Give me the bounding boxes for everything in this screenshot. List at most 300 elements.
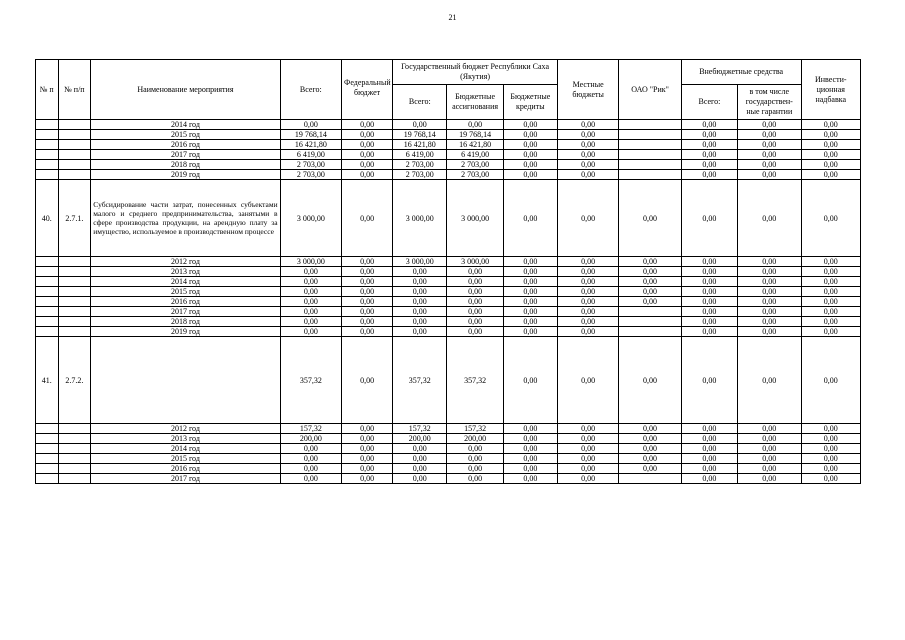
value-cell — [619, 317, 681, 327]
value-cell: 0,00 — [503, 424, 557, 434]
value-cell: 0,00 — [619, 424, 681, 434]
value-cell: 0,00 — [801, 287, 860, 297]
npn-cell — [58, 120, 91, 130]
np-cell — [36, 327, 59, 337]
value-cell: 0,00 — [801, 454, 860, 464]
value-cell: 2 703,00 — [447, 160, 503, 170]
value-cell: 0,00 — [342, 150, 393, 160]
value-cell: 0,00 — [447, 317, 503, 327]
header-state: Государственный бюджет Республики Саха (Якутия) — [393, 60, 558, 85]
npn-cell — [58, 434, 91, 444]
value-cell: 0,00 — [681, 444, 737, 454]
table-row — [36, 434, 861, 444]
table-row — [36, 140, 861, 150]
value-cell — [619, 327, 681, 337]
value-cell: 0,00 — [393, 307, 447, 317]
value-cell — [619, 140, 681, 150]
value-cell: 0,00 — [681, 454, 737, 464]
value-cell: 0,00 — [681, 150, 737, 160]
np-cell — [36, 257, 59, 267]
value-cell: 0,00 — [738, 277, 801, 287]
table-row — [36, 327, 861, 337]
value-cell: 0,00 — [342, 297, 393, 307]
value-cell: 0,00 — [342, 120, 393, 130]
value-cell: 0,00 — [801, 317, 860, 327]
np-cell — [36, 424, 59, 434]
np-cell — [36, 317, 59, 327]
value-cell: 0,00 — [619, 444, 681, 454]
item-value: 357,32 — [393, 337, 447, 424]
value-cell: 0,00 — [342, 130, 393, 140]
value-cell: 0,00 — [801, 464, 860, 474]
value-cell: 0,00 — [393, 317, 447, 327]
year-label: 2018 год — [91, 160, 280, 170]
np-cell — [36, 287, 59, 297]
np-cell — [36, 474, 59, 484]
value-cell: 16 421,80 — [280, 140, 341, 150]
value-cell: 0,00 — [557, 140, 618, 150]
item-value: 0,00 — [342, 337, 393, 424]
value-cell: 0,00 — [681, 327, 737, 337]
value-cell: 0,00 — [503, 454, 557, 464]
value-cell: 0,00 — [342, 464, 393, 474]
value-cell: 0,00 — [393, 444, 447, 454]
value-cell: 0,00 — [393, 464, 447, 474]
value-cell: 0,00 — [503, 307, 557, 317]
year-label: 2012 год — [91, 424, 280, 434]
value-cell: 0,00 — [801, 120, 860, 130]
value-cell: 0,00 — [738, 267, 801, 277]
value-cell: 0,00 — [681, 297, 737, 307]
value-cell: 0,00 — [280, 267, 341, 277]
item-value: 0,00 — [801, 180, 860, 257]
npn-cell — [58, 474, 91, 484]
item-value: 3 000,00 — [447, 180, 503, 257]
value-cell: 0,00 — [342, 327, 393, 337]
value-cell: 0,00 — [503, 160, 557, 170]
table-row — [36, 424, 861, 434]
value-cell: 2 703,00 — [393, 170, 447, 180]
value-cell: 0,00 — [393, 120, 447, 130]
value-cell: 0,00 — [557, 267, 618, 277]
value-cell: 0,00 — [393, 267, 447, 277]
value-cell: 0,00 — [342, 170, 393, 180]
value-cell: 0,00 — [557, 277, 618, 287]
value-cell: 0,00 — [503, 317, 557, 327]
value-cell: 0,00 — [280, 454, 341, 464]
item-value: 0,00 — [619, 180, 681, 257]
value-cell: 0,00 — [681, 474, 737, 484]
year-label: 2016 год — [91, 297, 280, 307]
header-federal: Федеральный бюджет — [342, 60, 393, 120]
year-label: 2016 год — [91, 464, 280, 474]
value-cell: 0,00 — [738, 317, 801, 327]
header-extra-total: Всего: — [681, 85, 737, 120]
header-extra-guarantee: в том числе государствен-ные гарантии — [738, 85, 801, 120]
value-cell: 19 768,14 — [280, 130, 341, 140]
value-cell: 0,00 — [557, 317, 618, 327]
value-cell: 0,00 — [557, 434, 618, 444]
year-label: 2012 год — [91, 257, 280, 267]
value-cell: 0,00 — [619, 267, 681, 277]
value-cell: 0,00 — [557, 297, 618, 307]
value-cell: 0,00 — [738, 454, 801, 464]
npn-cell — [58, 130, 91, 140]
value-cell: 0,00 — [342, 287, 393, 297]
value-cell: 6 419,00 — [393, 150, 447, 160]
np-cell — [36, 170, 59, 180]
value-cell: 200,00 — [393, 434, 447, 444]
np-cell — [36, 267, 59, 277]
value-cell: 0,00 — [619, 454, 681, 464]
npn-cell — [58, 317, 91, 327]
value-cell: 0,00 — [738, 257, 801, 267]
year-label: 2019 год — [91, 327, 280, 337]
value-cell: 0,00 — [619, 434, 681, 444]
npn-cell — [58, 327, 91, 337]
value-cell: 0,00 — [447, 287, 503, 297]
npn-cell — [58, 277, 91, 287]
header-extra: Внебюджетные средства — [681, 60, 801, 85]
value-cell: 0,00 — [503, 257, 557, 267]
npn-cell — [58, 267, 91, 277]
value-cell: 0,00 — [447, 120, 503, 130]
value-cell: 0,00 — [393, 454, 447, 464]
value-cell: 2 703,00 — [280, 170, 341, 180]
table-row — [36, 150, 861, 160]
value-cell: 0,00 — [280, 277, 341, 287]
value-cell: 0,00 — [738, 434, 801, 444]
np-cell — [36, 454, 59, 464]
value-cell: 0,00 — [681, 424, 737, 434]
value-cell: 0,00 — [393, 297, 447, 307]
value-cell: 0,00 — [738, 160, 801, 170]
np-cell — [36, 160, 59, 170]
value-cell: 0,00 — [393, 277, 447, 287]
np-cell — [36, 434, 59, 444]
header-state-alloc: Бюджетные ассигнования — [447, 85, 503, 120]
value-cell: 157,32 — [393, 424, 447, 434]
value-cell — [619, 474, 681, 484]
value-cell: 0,00 — [738, 444, 801, 454]
item-number: 41. — [36, 337, 59, 424]
value-cell: 0,00 — [280, 120, 341, 130]
item-value: 0,00 — [681, 180, 737, 257]
value-cell: 0,00 — [738, 140, 801, 150]
value-cell: 0,00 — [342, 444, 393, 454]
page-number: 21 — [448, 13, 457, 22]
value-cell: 0,00 — [503, 297, 557, 307]
value-cell: 0,00 — [342, 474, 393, 484]
value-cell: 0,00 — [801, 307, 860, 317]
value-cell: 157,32 — [447, 424, 503, 434]
year-label: 2014 год — [91, 120, 280, 130]
value-cell: 0,00 — [342, 160, 393, 170]
value-cell: 0,00 — [738, 474, 801, 484]
value-cell: 0,00 — [681, 317, 737, 327]
value-cell: 0,00 — [801, 327, 860, 337]
table-row — [36, 287, 861, 297]
npn-cell — [58, 297, 91, 307]
value-cell: 0,00 — [738, 424, 801, 434]
value-cell: 0,00 — [280, 464, 341, 474]
value-cell: 0,00 — [557, 287, 618, 297]
value-cell: 0,00 — [342, 277, 393, 287]
np-cell — [36, 444, 59, 454]
year-label: 2013 год — [91, 267, 280, 277]
value-cell: 0,00 — [447, 454, 503, 464]
value-cell: 0,00 — [681, 464, 737, 474]
table-row — [36, 160, 861, 170]
table-row — [36, 170, 861, 180]
npn-cell — [58, 287, 91, 297]
value-cell: 0,00 — [447, 297, 503, 307]
value-cell: 0,00 — [557, 120, 618, 130]
value-cell: 0,00 — [801, 140, 860, 150]
item-description — [91, 337, 280, 424]
value-cell: 0,00 — [681, 170, 737, 180]
np-cell — [36, 464, 59, 474]
item-value: 0,00 — [801, 337, 860, 424]
value-cell: 0,00 — [503, 267, 557, 277]
item-code: 2.7.1. — [58, 180, 91, 257]
item-code: 2.7.2. — [58, 337, 91, 424]
item-value: 0,00 — [503, 337, 557, 424]
item-value: 0,00 — [738, 337, 801, 424]
year-label: 2014 год — [91, 277, 280, 287]
value-cell: 0,00 — [342, 267, 393, 277]
value-cell: 0,00 — [342, 454, 393, 464]
item-row — [36, 337, 861, 424]
value-cell: 0,00 — [503, 140, 557, 150]
header-name: Наименование мероприятия — [91, 60, 280, 120]
value-cell: 3 000,00 — [393, 257, 447, 267]
value-cell: 2 703,00 — [447, 170, 503, 180]
npn-cell — [58, 444, 91, 454]
value-cell — [619, 307, 681, 317]
table-row — [36, 317, 861, 327]
header-total: Всего: — [280, 60, 341, 120]
item-value: 3 000,00 — [393, 180, 447, 257]
value-cell: 0,00 — [557, 307, 618, 317]
year-label: 2019 год — [91, 170, 280, 180]
value-cell: 0,00 — [447, 277, 503, 287]
item-value: 0,00 — [681, 337, 737, 424]
value-cell: 16 421,80 — [447, 140, 503, 150]
value-cell: 0,00 — [681, 120, 737, 130]
table-row — [36, 444, 861, 454]
value-cell: 0,00 — [557, 150, 618, 160]
item-value: 0,00 — [738, 180, 801, 257]
value-cell: 0,00 — [342, 307, 393, 317]
value-cell: 0,00 — [342, 317, 393, 327]
year-label: 2014 год — [91, 444, 280, 454]
value-cell: 0,00 — [738, 464, 801, 474]
value-cell: 0,00 — [503, 120, 557, 130]
year-label: 2015 год — [91, 130, 280, 140]
value-cell: 0,00 — [393, 327, 447, 337]
value-cell: 0,00 — [801, 474, 860, 484]
value-cell: 0,00 — [280, 444, 341, 454]
value-cell: 0,00 — [447, 444, 503, 454]
value-cell: 0,00 — [738, 287, 801, 297]
header-npn: № п/п — [58, 60, 91, 120]
table-row — [36, 474, 861, 484]
table-row — [36, 297, 861, 307]
year-label: 2017 год — [91, 474, 280, 484]
value-cell: 0,00 — [503, 327, 557, 337]
value-cell: 0,00 — [681, 287, 737, 297]
value-cell: 0,00 — [557, 327, 618, 337]
value-cell: 0,00 — [503, 130, 557, 140]
npn-cell — [58, 150, 91, 160]
value-cell: 0,00 — [681, 307, 737, 317]
value-cell: 0,00 — [801, 257, 860, 267]
value-cell: 0,00 — [393, 287, 447, 297]
value-cell: 0,00 — [619, 257, 681, 267]
item-value: 0,00 — [619, 337, 681, 424]
value-cell: 0,00 — [619, 297, 681, 307]
value-cell: 0,00 — [557, 454, 618, 464]
value-cell: 0,00 — [801, 297, 860, 307]
npn-cell — [58, 464, 91, 474]
value-cell: 0,00 — [801, 444, 860, 454]
table-row — [36, 267, 861, 277]
np-cell — [36, 297, 59, 307]
year-label: 2013 год — [91, 434, 280, 444]
value-cell: 0,00 — [557, 474, 618, 484]
value-cell: 0,00 — [801, 170, 860, 180]
npn-cell — [58, 170, 91, 180]
value-cell: 0,00 — [681, 130, 737, 140]
value-cell: 0,00 — [280, 287, 341, 297]
table-row — [36, 307, 861, 317]
value-cell: 0,00 — [280, 297, 341, 307]
npn-cell — [58, 160, 91, 170]
budget-table — [35, 59, 861, 484]
item-number: 40. — [36, 180, 59, 257]
table-row — [36, 130, 861, 140]
table-row — [36, 120, 861, 130]
value-cell: 0,00 — [557, 160, 618, 170]
value-cell: 19 768,14 — [393, 130, 447, 140]
npn-cell — [58, 424, 91, 434]
item-value: 357,32 — [447, 337, 503, 424]
value-cell: 0,00 — [681, 267, 737, 277]
value-cell: 0,00 — [801, 160, 860, 170]
header-state-credit: Бюджетные кредиты — [503, 85, 557, 120]
value-cell: 0,00 — [681, 434, 737, 444]
value-cell: 0,00 — [503, 474, 557, 484]
value-cell: 0,00 — [681, 257, 737, 267]
table-row — [36, 277, 861, 287]
item-value: 0,00 — [342, 180, 393, 257]
year-label: 2018 год — [91, 317, 280, 327]
value-cell: 0,00 — [801, 424, 860, 434]
value-cell: 0,00 — [681, 160, 737, 170]
value-cell: 0,00 — [447, 474, 503, 484]
item-value: 0,00 — [557, 337, 618, 424]
item-row — [36, 180, 861, 257]
value-cell: 0,00 — [681, 140, 737, 150]
npn-cell — [58, 454, 91, 464]
value-cell: 0,00 — [619, 287, 681, 297]
value-cell — [619, 120, 681, 130]
value-cell: 0,00 — [342, 424, 393, 434]
value-cell: 0,00 — [280, 327, 341, 337]
value-cell: 3 000,00 — [447, 257, 503, 267]
value-cell: 19 768,14 — [447, 130, 503, 140]
value-cell: 0,00 — [738, 120, 801, 130]
table-row — [36, 257, 861, 267]
np-cell — [36, 130, 59, 140]
value-cell: 0,00 — [503, 277, 557, 287]
np-cell — [36, 120, 59, 130]
year-label: 2017 год — [91, 150, 280, 160]
value-cell: 0,00 — [801, 267, 860, 277]
value-cell: 0,00 — [557, 464, 618, 474]
value-cell: 200,00 — [447, 434, 503, 444]
value-cell — [619, 150, 681, 160]
value-cell: 0,00 — [557, 444, 618, 454]
npn-cell — [58, 257, 91, 267]
np-cell — [36, 140, 59, 150]
value-cell: 3 000,00 — [280, 257, 341, 267]
value-cell: 0,00 — [738, 307, 801, 317]
npn-cell — [58, 140, 91, 150]
value-cell: 0,00 — [447, 327, 503, 337]
value-cell: 0,00 — [447, 267, 503, 277]
value-cell: 0,00 — [801, 130, 860, 140]
value-cell: 0,00 — [503, 150, 557, 160]
value-cell: 0,00 — [801, 150, 860, 160]
value-cell: 0,00 — [619, 277, 681, 287]
value-cell: 0,00 — [557, 130, 618, 140]
header-state-total: Всего: — [393, 85, 447, 120]
header-np: № п — [36, 60, 59, 120]
header-oao: ОАО "Рик" — [619, 60, 681, 120]
item-description: Субсидирование части затрат, понесенных субъектами малого и среднего предпринимательства, занятыми в сфере производства продукции, на арендную плату за имущество, используемое в производственном процессе — [91, 180, 280, 257]
value-cell: 2 703,00 — [393, 160, 447, 170]
year-label: 2017 год — [91, 307, 280, 317]
value-cell — [619, 160, 681, 170]
value-cell: 0,00 — [342, 434, 393, 444]
item-value: 0,00 — [503, 180, 557, 257]
value-cell: 0,00 — [619, 464, 681, 474]
value-cell: 0,00 — [280, 317, 341, 327]
table-row — [36, 454, 861, 464]
value-cell: 0,00 — [801, 277, 860, 287]
value-cell: 0,00 — [738, 327, 801, 337]
value-cell: 0,00 — [342, 140, 393, 150]
value-cell: 157,32 — [280, 424, 341, 434]
value-cell: 0,00 — [503, 464, 557, 474]
value-cell: 0,00 — [503, 170, 557, 180]
value-cell: 0,00 — [801, 434, 860, 444]
value-cell: 0,00 — [280, 307, 341, 317]
value-cell: 0,00 — [557, 424, 618, 434]
value-cell: 0,00 — [503, 434, 557, 444]
np-cell — [36, 307, 59, 317]
value-cell — [619, 170, 681, 180]
value-cell: 0,00 — [280, 474, 341, 484]
value-cell: 0,00 — [738, 130, 801, 140]
value-cell: 0,00 — [681, 277, 737, 287]
value-cell: 0,00 — [738, 150, 801, 160]
year-label: 2015 год — [91, 454, 280, 464]
value-cell: 0,00 — [447, 307, 503, 317]
table-row — [36, 464, 861, 474]
